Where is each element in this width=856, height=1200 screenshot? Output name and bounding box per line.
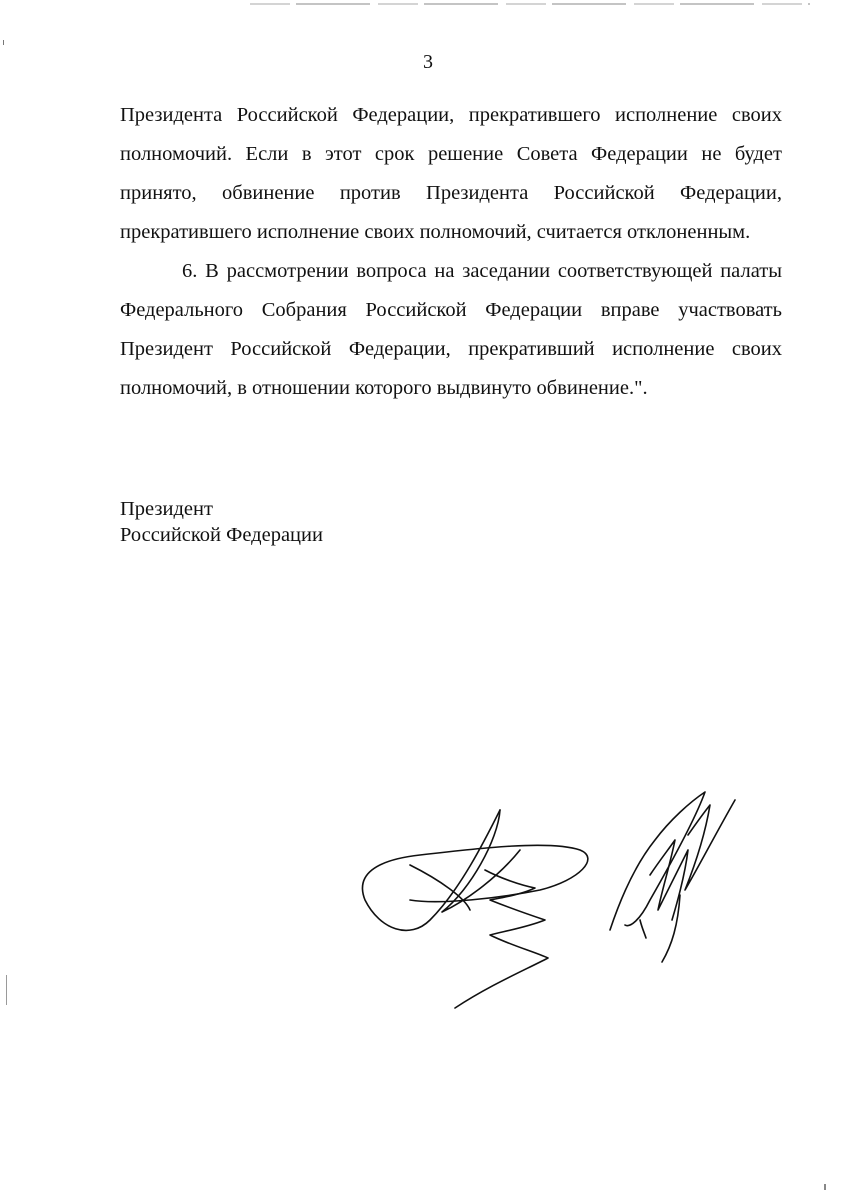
signature-stroke-8: [662, 895, 680, 962]
signature-stroke-1: [362, 810, 587, 930]
page-number: 3: [423, 51, 433, 73]
signatory-line-2: Российской Федерации: [120, 524, 323, 546]
handwritten-signature: [350, 780, 770, 1020]
signature-stroke-9: [640, 920, 646, 938]
scan-artifact-tick: [3, 40, 4, 45]
signature-stroke-6: [650, 840, 688, 920]
paragraph-continuation: Президента Российской Федерации, прекратившего исполнение своих полномочий. Если в этот срок решение Совета Федерации не будет принято, обвинение против Президента Российской Федерации, прекратившего исполнение своих полномочий, считается отклоненным.: [120, 104, 782, 243]
signature-stroke-4: [410, 865, 470, 910]
document-body: [120, 96, 782, 408]
signatory-title: [120, 496, 323, 548]
signature-stroke-7: [685, 800, 735, 890]
scan-artifact-corner: [824, 1184, 826, 1190]
paragraph-item-6: 6. В рассмотрении вопроса на заседании соответствующей палаты Федерального Собрания Российской Федерации вправе участвовать Президент Российской Федерации, прекративший исполнение своих полномочий, в отношении которого выдвинуто обвинение.".: [120, 260, 782, 399]
scan-artifact-line: [250, 3, 810, 5]
signatory-line-1: Президент: [120, 498, 213, 520]
scan-artifact-mark: [6, 975, 7, 1005]
